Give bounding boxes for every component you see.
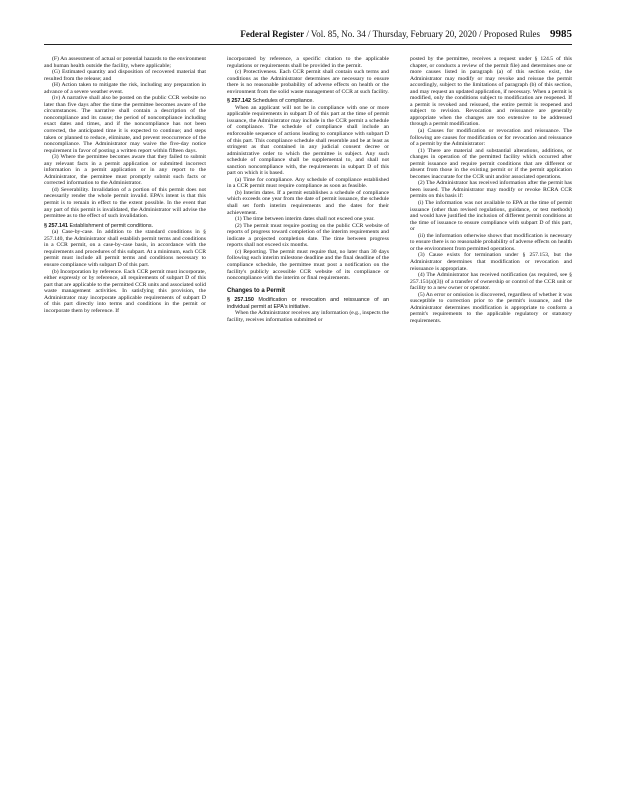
paragraph: (iv) A narrative shall also be posted on the public CCR website no later than five days after the time the permittee becomes aware of the circumstances. The narrative shall contain a description of the noncompliance and its cause; the period of noncompliance including exact dates and times, and if the noncompliance has not been corrected, the anticipated time it is expected to continue; and steps taken or planned to reduce, eliminate, and prevent reoccurrence of the noncompliance. The Administrator may waive the five-day notice requirement in favor of posting a written report within fifteen days. [44, 95, 206, 154]
header-rule [44, 44, 572, 45]
section-number: § 257.142 [227, 98, 251, 105]
paragraph: (a) Case-by-case. In addition to the standard conditions in § 257.140, the Administrator shall establish permit terms and conditions in a CCR permit, on a case-by-case basis, in accordance with the requirements and procedures of this subpart. At a minimum, each CCR permit must include all permit terms and conditions necessary to ensure compliance with subpart D of this part. [44, 229, 206, 268]
paragraph: (1) The time between interim dates shall not exceed one year. [235, 216, 375, 223]
paragraph: (G) Estimated quantity and disposition of recovered material that resulted from the release; and [44, 69, 206, 82]
section-number: § 257.141 [44, 222, 68, 229]
section-title: Establishment of permit conditions. [69, 222, 154, 229]
paragraph: (c) Reporting. The permit must require that, no later than 30 days following each interim milestone deadline and the final deadline of the compliance schedule, the permittee must post a notification on the facility's publicly accessible CCR website of its compliance or noncompliance with the interim or final requirements. [227, 248, 389, 282]
section-title: Modification or revocation and reissuance of an individual permit at EPA's initiative. [227, 297, 389, 310]
page-number: 9985 [550, 28, 572, 40]
paragraph: (H) Action taken to mitigate the risk, including any preparation in advance of a severe weather event. [44, 82, 206, 95]
paragraph: incorporated by reference, a specific citation to the applicable regulations or requirements shall be provided in the permit. [227, 56, 389, 69]
paragraph: (c) Protectiveness. Each CCR permit shall contain such terms and conditions as the Administrator determines are necessary to ensure there is no reasonable probability of adverse effects on health or the environment from the solid waste management of CCR at such facility. [227, 69, 389, 95]
subpart-heading: Changes to a Permit [227, 287, 286, 294]
paragraph: (b) Interim dates. If a permit establishes a schedule of compliance which exceeds one year from the date of permit issuance, the schedule shall set forth interim requirements and the dates for their achievement. [227, 189, 389, 216]
paragraph: When an applicant will not be in compliance with one or more applicable requirements in subpart D of this part at the time of permit issuance, the Administrator may include in the CCR permit a schedule of compliance. The schedule of compliance shall include an enforceable sequence of actions leading to compliance with subpart D of this part. This compliance schedule shall resemble and be at least as stringent as that contained in any judicial consent decree or administrative order to which the permittee is subject. Any such schedule of compliance shall be supplemental to, and shall not sanction noncompliance with, the requirements in subpart D of this part on which it is based. [227, 104, 389, 177]
paragraph: (i) The information was not available to EPA at the time of permit issuance (other than revised regulations, guidance, or test methods) and would have justified the inclusion of different permit conditions at the time of issuance to ensure compliance with subpart D of this part, or [410, 200, 572, 233]
paragraph: (1) There are material and substantial alterations, additions, or changes in operation of the permitted facility which occurred after permit issuance and require permit conditions that are different or absent from those in the existing permit or if the permit application becomes inaccurate for the CCR unit and/or associated operations. [410, 147, 572, 180]
paragraph: (3) Where the permittee becomes aware that they failed to submit any relevant facts in a permit application or submitted incorrect information in a permit application or in any report to the Administrator, the permittee must promptly submit such facts or corrected information to the Administrator. [44, 154, 206, 187]
paragraph: When the Administrator receives any information (e.g., inspects the facility, receives information submitted or [227, 310, 389, 323]
text-columns [44, 56, 572, 784]
issue-info: / Vol. 85, No. 34 / Thursday, February 20, 2020 / Proposed Rules [306, 29, 540, 39]
paragraph: (5) An error or omission is discovered, regardless of whether it was susceptible to correction prior to the permit's issuance, and the Administrator determines modification is appropriate to conform a permit's requirements to the applicable regulatory or statutory requirements. [410, 291, 572, 324]
paragraph: (4) The Administrator has received notification (as required, see § 257.151(a)(3)) of a transfer of ownership or control of the CCR unit or facility to a new owner or operator. [410, 272, 572, 292]
paragraph: (b) Incorporation by reference. Each CCR permit must incorporate, either expressly or by reference, all requirements of subpart D of this part that are applicable to the permitted CCR units and associated solid waste management activities. In satisfying this provision, the Administrator may incorporate applicable requirements of subpart D of this part directly into terms and conditions in the permit or incorporate them by reference. If [44, 268, 206, 314]
section-heading [227, 297, 389, 310]
page-header [44, 28, 572, 44]
journal-name: Federal Register [240, 29, 305, 39]
paragraph: (a) Time for compliance. Any schedule of compliance established in a CCR permit must require compliance as soon as feasible. [227, 176, 389, 190]
column-1 [44, 56, 206, 784]
column-3 [410, 56, 572, 784]
section-number: § 257.150 [227, 297, 254, 304]
paragraph: (a) Causes for modification or revocation and reissuance. The following are causes for modification or for revocation and reissuance of a permit by the Administrator: [410, 128, 572, 148]
paragraph: (d) Severability. Invalidation of a portion of this permit does not necessarily render the whole permit invalid. EPA's intent is that this permit is to remain in effect to the extent possible. In the event that any part of this permit is invalidated, the Administrator will advise the permittee as to the effect of such invalidation. [44, 186, 206, 220]
column-2 [227, 56, 389, 784]
paragraph: (F) An assessment of actual or potential hazards to the environment and human health outside the facility, where applicable; [44, 56, 206, 69]
paragraph: posted by the permittee, receives a request under § 124.5 of this chapter, or conducts a review of the permit file) and determines one or more causes listed in paragraph (a) of this section exist, the Administrator may modify or may revoke and reissue the permit accordingly, subject to the limitations of paragraph (b) of this section, and may request an updated application, if necessary. When a permit is modified, only the conditions subject to modification are reopened. If a permit is revoked and reissued, the entire permit is reopened and subject to revision. Revocation and reissuance are generally appropriate when the changes are too extensive to be addressed through a permit modification. [410, 56, 572, 128]
section-title: Schedules of compliance. [252, 98, 314, 105]
paragraph: (2) The Administrator has received information after the permit has been issued. The Administrator may modify or revoke RCRA CCR permits on this basis if: [410, 180, 572, 200]
paragraph: (2) The permit must require posting on the public CCR website of reports of progress toward completion of the interim requirements and indicate a projected completion date. The time between progress reports shall not exceed six months. [227, 222, 389, 249]
paragraph: (3) Cause exists for termination under § 257.153, but the Administrator determines that modification or revocation and reissuance is appropriate. [410, 252, 572, 272]
paragraph: (ii) the information otherwise shows that modification is necessary to ensure there is no reasonable probability of adverse effects on health or the environment from permitted operations. [410, 232, 572, 252]
